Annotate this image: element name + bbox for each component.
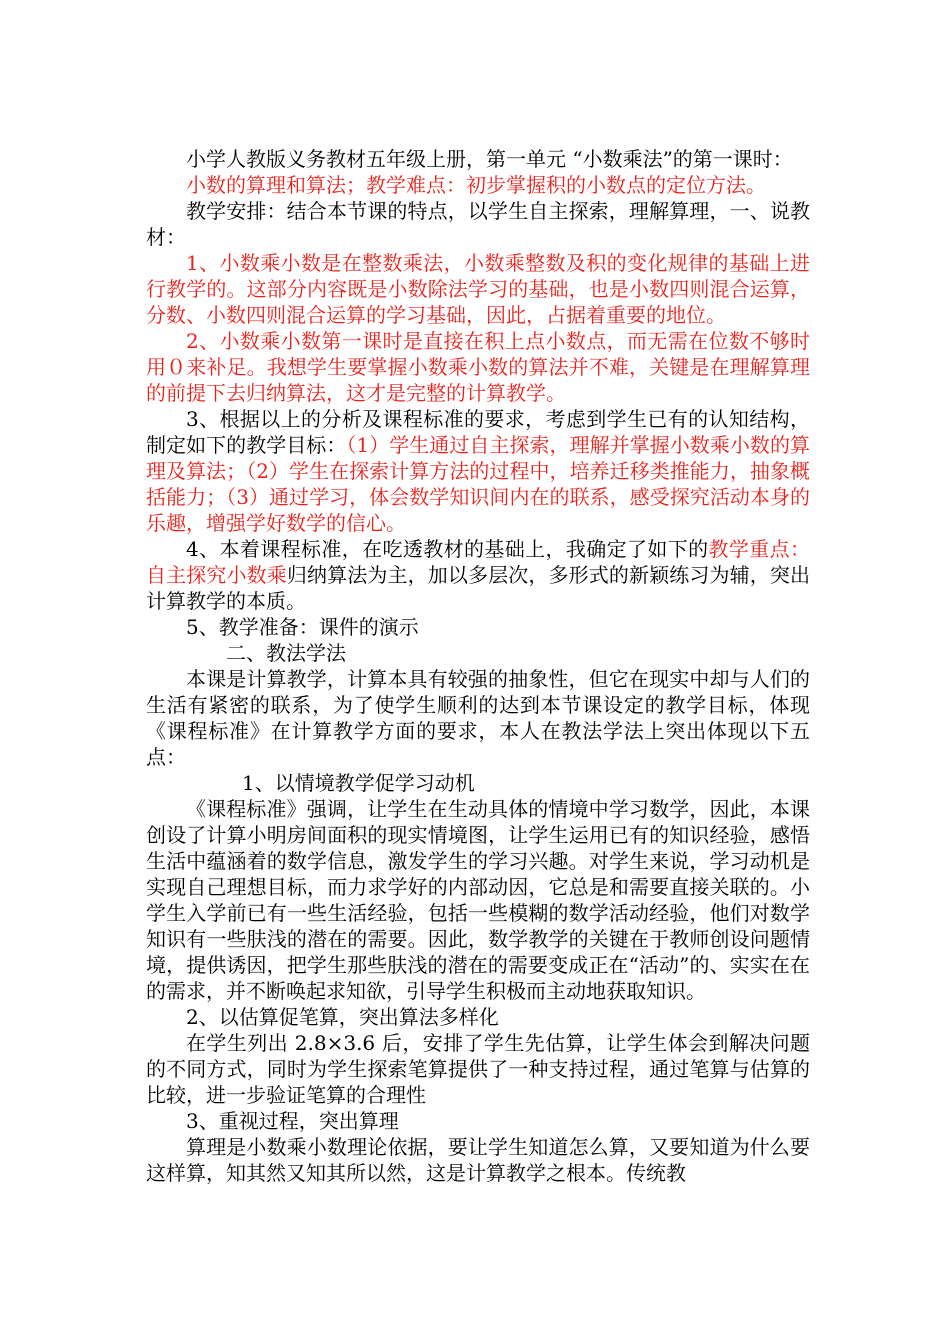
method-heading-1: 1、以情境教学促学习动机 xyxy=(242,771,475,795)
teaching-objectives: （1）学生通过自主探索，理解并掌握小数乘小数的算理及算法；（2）学生在探索计算方法的过程中，培养迁移类推能力，抽象概括能力；（3）通过学习，体会数学知识间内在的联系，感受探究活动本身的乐趣，增强学好数学的信心。 xyxy=(146,433,810,535)
textbook-point-3 xyxy=(146,406,810,536)
textbook-point-5: 5、教学准备：课件的演示 xyxy=(186,615,419,639)
point-3-text: 3、根据以上的分析及课程标准的要求，考虑到学生已有的认知结构，制定如下的教学目标： xyxy=(146,407,810,457)
teaching-key-point: 教学重点：自主探究小数乘 xyxy=(146,537,811,587)
methods-intro-paragraph: 本课是计算教学，计算本具有较强的抽象性，但它在现实中却与人们的生活有紧密的联系，为了使学生顺利的达到本节课设定的教学目标，体现《课程标准》在计算教学方面的要求，本人在教法学法上突出体现以下五点： xyxy=(146,667,810,769)
textbook-point-2: 2、小数乘小数第一课时是直接在积上点小数点，而无需在位数不够时用０来补足。我想学生要掌握小数乘小数的算法并不难，关键是在理解算理的前提下去归纳算法，这才是完整的计算教学。 xyxy=(146,329,810,405)
method-3-paragraph: 算理是小数乘小数理论依据，要让学生知道怎么算，又要知道为什么要这样算，知其然又知其所以然，这是计算教学之根本。传统教 xyxy=(146,1135,810,1185)
intro-paragraph: 小学人教版义务教材五年级上册，第一单元 “小数乘法”的第一课时： xyxy=(186,147,793,171)
textbook-point-4 xyxy=(146,536,810,614)
section-heading-methods: 二、教法学法 xyxy=(226,641,346,665)
method-2-paragraph: 在学生列出 2.8×3.6 后，安排了学生先估算，让学生体会到解决问题的不同方式，同时为学生探索笔算提供了一种支持过程，通过笔算与估算的比较，进一步验证笔算的合理性 xyxy=(146,1031,810,1107)
point-4-text-b: 归纳算法为主，加以多层次，多形式的新颖练习为辅，突出计算教学的本质。 xyxy=(146,563,810,613)
point-4-text-a: 4、本着课程标准，在吃透教材的基础上，我确定了如下的 xyxy=(186,537,709,561)
method-heading-3: 3、重视过程，突出算理 xyxy=(186,1109,399,1133)
teaching-difficulty-paragraph: 小数的算理和算法；教学难点：初步掌握积的小数点的定位方法。 xyxy=(186,173,766,197)
textbook-point-1: 1、小数乘小数是在整数乘法，小数乘整数及积的变化规律的基础上进行教学的。这部分内容既是小数除法学习的基础，也是小数四则混合运算，分数、小数四则混合运算的学习基础，因此，占据着重要的地位。 xyxy=(146,251,810,327)
method-1-paragraph: 《课程标准》强调，让学生在生动具体的情境中学习数学，因此，本课创设了计算小明房间面积的现实情境图，让学生运用已有的知识经验，感悟生活中蕴涵着的数学信息，激发学生的学习兴趣。对学生来说，学习动机是实现自己理想目标，而力求学好的内部动因，它总是和需要直接关联的。小学生入学前已有一些生活经验，包括一些模糊的数学活动经验，他们对数学知识有一些肤浅的潜在的需要。因此，数学教学的关键在于教师创设问题情境，提供诱因，把学生那些肤浅的潜在的需要变成正在“活动”的、实实在在的需求，并不断唤起求知欲，引导学生积极而主动地获取知识。 xyxy=(146,797,810,1003)
method-heading-2: 2、以估算促笔算，突出算法多样化 xyxy=(186,1005,499,1029)
teaching-arrangement-paragraph: 教学安排：结合本节课的特点，以学生自主探索，理解算理，一、说教材： xyxy=(146,199,810,249)
document-page xyxy=(146,146,810,1186)
